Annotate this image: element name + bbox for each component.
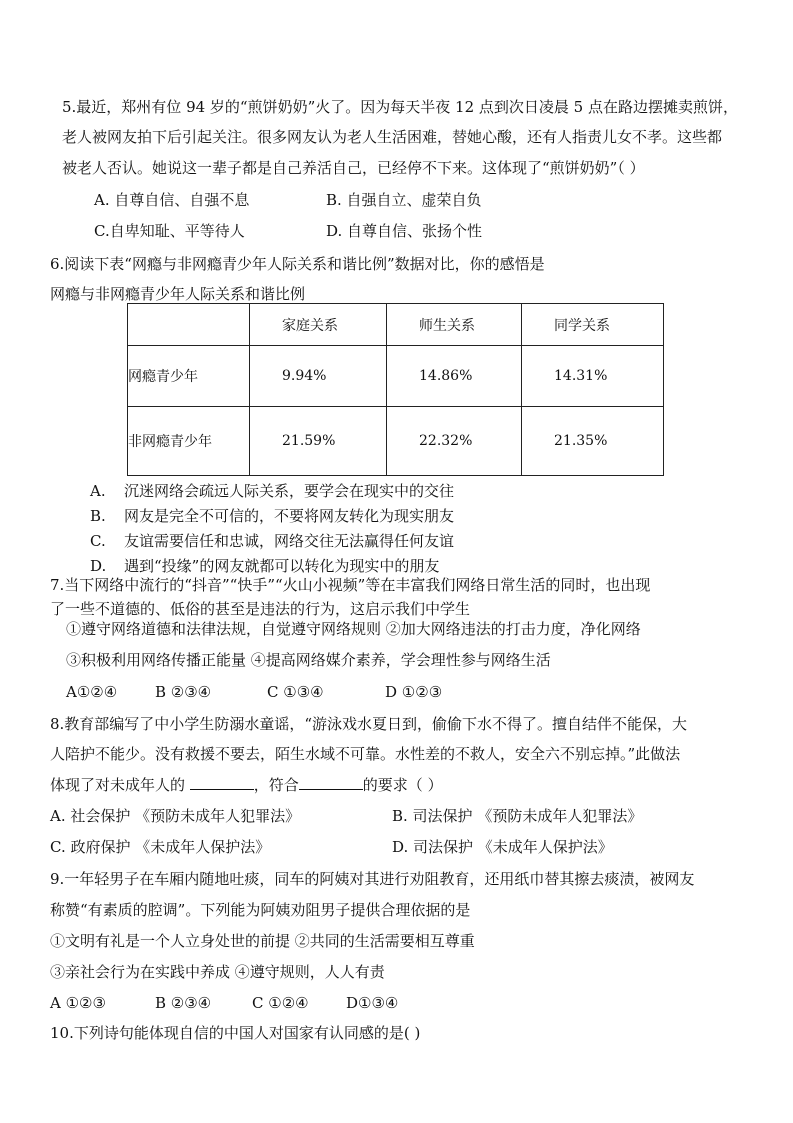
table-row — [128, 407, 664, 476]
table-cell: 21.35% — [522, 407, 664, 476]
table-header-cell: 师生关系 — [387, 304, 522, 346]
q8-option-a: A. 社会保护 《预防未成年人犯罪法》 — [50, 807, 301, 825]
table-header-cell: 家庭关系 — [250, 304, 387, 346]
q6-option-b-text: 网友是完全不可信的，不要将网友转化为现实朋友 — [124, 507, 455, 525]
q10-stem: 10.下列诗句能体现自信的中国人对国家有认同感的是( ) — [50, 1024, 421, 1042]
q9-option-c: C ①②④ — [252, 994, 309, 1012]
q8-option-c: C. 政府保护 《未成年人保护法》 — [50, 838, 271, 856]
q7-line-1: 7.当下网络中流行的“抖音”“快手”“火山小视频”等在丰富我们网络日常生活的同时，也出现 — [50, 576, 651, 594]
q8-line-3-part-2: ，符合 — [253, 776, 299, 794]
q6-option-d-text: 遇到“投缘”的网友就都可以转化为现实中的朋友 — [124, 557, 440, 575]
q9-statement-2: ③亲社会行为在实践中养成 ④遵守规则，人人有责 — [50, 963, 385, 981]
q5-option-a: A. 自尊自信、自强不息 — [94, 191, 250, 209]
table-header-row — [128, 304, 664, 346]
q9-line-1: 9.一年轻男子在车厢内随地吐痰，同车的阿姨对其进行劝阻教育，还用纸巾替其擦去痰渍，被网友 — [50, 870, 695, 888]
q6-stem: 6.阅读下表“网瘾与非网瘾青少年人际关系和谐比例”数据对比，你的感悟是 — [50, 255, 545, 273]
q6-option-a-letter: A. — [90, 482, 106, 500]
q8-line-3 — [50, 775, 443, 795]
q5-option-b: B. 自强自立、虚荣自负 — [326, 191, 482, 209]
q6-table-title: 网瘾与非网瘾青少年人际关系和谐比例 — [50, 285, 306, 303]
q7-option-d: D ①②③ — [385, 683, 443, 701]
q8-line-3-part-3: 的要求（ ） — [362, 776, 443, 794]
q9-statement-1: ①文明有礼是一个人立身处世的前提 ②共同的生活需要相互尊重 — [50, 932, 475, 950]
table-cell: 22.32% — [387, 407, 522, 476]
q5-line-2: 老人被网友拍下后引起关注。很多网友认为老人生活困难，替她心酸，还有人指责儿女不孝。这些都 — [62, 128, 723, 146]
q9-option-b: B ②③④ — [155, 994, 212, 1012]
q5-option-d: D. 自尊自信、张扬个性 — [326, 222, 483, 240]
q6-option-d-letter: D. — [90, 557, 107, 575]
q5-line-3: 被老人否认。她说这一辈子都是自己养活自己，已经停不下来。这体现了“煎饼奶奶”（ ） — [62, 159, 645, 177]
q8-line-3-part-1: 体现了对未成年人的 — [50, 776, 190, 794]
table-cell: 14.86% — [387, 346, 522, 407]
q8-line-2: 人陪护不能少。没有救援不要去，陌生水域不可靠。水性差的不救人，安全六不别忘掉。”此做法 — [50, 745, 681, 763]
q6-option-a-text: 沉迷网络会疏远人际关系，要学会在现实中的交往 — [124, 482, 455, 500]
q5-line-1: 5.最近，郑州有位 94 岁的“煎饼奶奶”火了。因为每天半夜 12 点到次日凌晨 5 点在路边摆摊卖煎饼， — [62, 98, 738, 116]
q5-option-c: C.自卑知耻、平等待人 — [94, 222, 245, 240]
q6-data-table — [127, 303, 664, 476]
q6-option-c-letter: C. — [90, 532, 106, 550]
table-row-label: 非网瘾青少年 — [128, 407, 250, 476]
table-cell: 9.94% — [250, 346, 387, 407]
q9-option-d: D①③④ — [346, 994, 399, 1012]
q9-option-a: A ①②③ — [50, 994, 106, 1012]
table-row-label: 网瘾青少年 — [128, 346, 250, 407]
q8-line-1: 8.教育部编写了中小学生防溺水童谣，“游泳戏水夏日到，偷偷下水不得了。擅自结伴不能保，大 — [50, 715, 687, 733]
q6-option-b-letter: B. — [90, 507, 106, 525]
table-cell: 14.31% — [522, 346, 664, 407]
answer-blank — [190, 775, 254, 790]
q6-option-c-text: 友谊需要信任和忠诚，网络交往无法赢得任何友谊 — [124, 532, 455, 550]
answer-blank — [299, 775, 363, 790]
table-header-cell: 同学关系 — [522, 304, 664, 346]
q7-statement-2: ③积极利用网络传播正能量 ④提高网络媒介素养，学会理性参与网络生活 — [66, 651, 551, 669]
q7-option-c: C ①③④ — [267, 683, 324, 701]
q7-option-b: B ②③④ — [155, 683, 212, 701]
q9-line-2: 称赞“有素质的腔调”。下列能为阿姨劝阻男子提供合理依据的是 — [50, 901, 471, 919]
q7-line-2: 了一些不道德的、低俗的甚至是违法的行为，这启示我们中学生 — [50, 600, 471, 618]
table-cell: 21.59% — [250, 407, 387, 476]
q8-option-d: D. 司法保护 《未成年人保护法》 — [392, 838, 613, 856]
table-header-cell — [128, 304, 250, 346]
table-row — [128, 346, 664, 407]
q7-option-a: A①②④ — [66, 683, 118, 701]
q8-option-b: B. 司法保护 《预防未成年人犯罪法》 — [392, 807, 643, 825]
q7-statement-1: ①遵守网络道德和法律法规，自觉遵守网络规则 ②加大网络违法的打击力度，净化网络 — [66, 620, 641, 638]
